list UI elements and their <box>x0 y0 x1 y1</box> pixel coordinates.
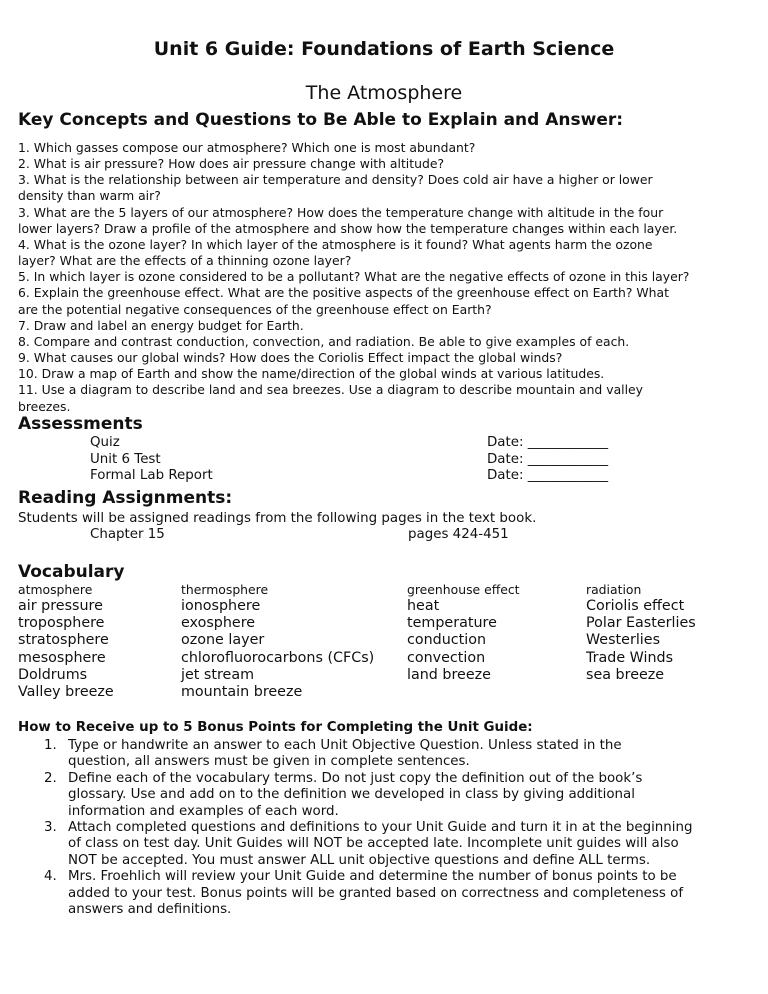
vocab-term: Polar Easterlies <box>586 615 696 632</box>
vocabulary-heading: Vocabulary <box>18 562 125 582</box>
bonus-item <box>44 869 744 918</box>
vocab-term: conduction <box>407 632 487 649</box>
question-line: 1. Which gasses compose our atmosphere? Which one is most abundant? <box>18 140 476 155</box>
vocab-term: chlorofluorocarbons (CFCs) <box>181 649 375 666</box>
question-line: 5. In which layer is ozone considered to be a pollutant? What are the negative effects of ozone in this layer? <box>18 269 690 285</box>
vocab-term: air pressure <box>18 598 103 614</box>
vocab-term: sea breeze <box>586 666 665 683</box>
bonus-item-line: answers and definitions. <box>68 902 232 918</box>
bonus-item-number: 1. <box>44 738 57 753</box>
bonus-item-line: added to your test. Bonus points will be granted based on correctness and completeness of <box>68 885 684 901</box>
assessment-date: Date: ____________ <box>487 468 609 483</box>
vocab-term: radiation <box>586 582 642 597</box>
assessment-date: Date: ____________ <box>487 435 609 450</box>
bonus-item-line: Define each of the vocabulary terms. Do not just copy the definition out of the book’s <box>68 770 643 786</box>
vocab-term: troposphere <box>18 615 105 632</box>
vocab-column-3 <box>407 582 607 684</box>
bonus-item-line: NOT be accepted. You must answer ALL unit objective questions and define ALL terms. <box>68 852 651 868</box>
bonus-item-line: of class on test day. Unit Guides will NOT be accepted late. Incomplete unit guides will also <box>68 836 679 852</box>
bonus-item-line: Type or handwrite an answer to each Unit Objective Question. Unless stated in the <box>68 738 622 753</box>
reading-heading: Reading Assignments: <box>18 488 233 508</box>
vocab-term: mountain breeze <box>181 684 303 701</box>
vocab-term: Doldrums <box>18 666 88 683</box>
assessment-name: Quiz <box>90 435 120 450</box>
vocab-column-2 <box>181 582 401 701</box>
vocab-term: ionosphere <box>181 598 261 614</box>
page-title: Unit 6 Guide: Foundations of Earth Science <box>153 38 615 60</box>
bonus-item-line: Mrs. Froehlich will review your Unit Guide and determine the number of bonus points to be <box>68 869 677 885</box>
bonus-item <box>44 820 744 869</box>
question-line: 8. Compare and contrast conduction, convection, and radiation. Be able to give examples of each. <box>18 333 630 349</box>
reading-chapter: Chapter 15 <box>90 527 165 542</box>
vocab-term: thermosphere <box>181 582 269 597</box>
vocab-term: mesosphere <box>18 649 106 666</box>
bonus-item <box>44 738 744 771</box>
question-line: 2. What is air pressure? How does air pressure change with altitude? <box>18 156 445 172</box>
assessment-row <box>90 468 610 485</box>
vocab-term: Coriolis effect <box>586 598 685 614</box>
vocab-term: convection <box>407 649 486 666</box>
vocab-term: exosphere <box>181 615 256 632</box>
question-line: 4. What is the ozone layer? In which layer of the atmosphere is it found? What agents harm the ozone <box>18 236 653 252</box>
vocab-term: atmosphere <box>18 582 93 597</box>
question-line: 3. What is the relationship between air temperature and density? Does cold air have a higher or lower <box>18 172 653 188</box>
vocab-term: jet stream <box>181 666 255 683</box>
vocab-column-4 <box>586 582 756 684</box>
question-line: layer? What are the effects of a thinning ozone layer? <box>18 253 352 269</box>
key-concepts-heading: Key Concepts and Questions to Be Able to Explain and Answer: <box>18 110 624 130</box>
vocab-term: land breeze <box>407 666 491 683</box>
assessments-heading: Assessments <box>18 414 143 434</box>
question-line: breezes. <box>18 398 71 414</box>
question-line: 7. Draw and label an energy budget for Earth. <box>18 317 304 333</box>
question-line: lower layers? Draw a profile of the atmosphere and show how the temperature changes within each layer. <box>18 220 678 236</box>
bonus-item-line: question, all answers must be given in complete sentences. <box>68 754 470 770</box>
bonus-item-number: 3. <box>44 820 57 836</box>
bonus-heading: How to Receive up to 5 Bonus Points for Completing the Unit Guide: <box>18 720 533 735</box>
assessment-name: Formal Lab Report <box>90 468 213 483</box>
assessment-row <box>90 435 610 452</box>
assessment-date: Date: ____________ <box>487 451 609 467</box>
vocab-term: greenhouse effect <box>407 582 520 597</box>
assessment-row <box>90 452 610 469</box>
assessment-name: Unit 6 Test <box>90 451 161 467</box>
question-line: density than warm air? <box>18 188 161 204</box>
bonus-item-line: Attach completed questions and definitions to your Unit Guide and turn it in at the beginning <box>68 820 693 836</box>
question-line: 3. What are the 5 layers of our atmosphere? How does the temperature change with altitude in the four <box>18 204 664 220</box>
reading-pages: pages 424-451 <box>408 527 509 542</box>
vocab-term: Westerlies <box>586 632 661 649</box>
question-line: are the potential negative consequences of the greenhouse effect on Earth? <box>18 301 492 317</box>
page-subtitle: The Atmosphere <box>305 82 463 104</box>
question-line: 6. Explain the greenhouse effect. What are the positive aspects of the greenhouse effect on Earth? What <box>18 285 669 301</box>
bonus-list <box>44 738 744 918</box>
vocab-term: heat <box>407 598 440 614</box>
bonus-item-line: glossary. Use and add on to the definition we developed in class by giving additional <box>68 787 635 803</box>
question-line: 9. What causes our global winds? How does the Coriolis Effect impact the global winds? <box>18 350 563 366</box>
question-line: 11. Use a diagram to describe land and sea breezes. Use a diagram to describe mountain and valley <box>18 382 644 398</box>
key-concepts-list <box>18 140 740 415</box>
assessments-list <box>90 435 610 485</box>
vocab-term: stratosphere <box>18 632 109 649</box>
bonus-item-number: 2. <box>44 770 57 786</box>
vocab-term: Trade Winds <box>586 649 674 666</box>
vocab-term: Valley breeze <box>18 684 114 701</box>
question-line: 10. Draw a map of Earth and show the name/direction of the global winds at various latitudes. <box>18 366 605 382</box>
bonus-item-number: 4. <box>44 869 57 885</box>
vocab-term: ozone layer <box>181 632 265 649</box>
reading-intro: Students will be assigned readings from the following pages in the text book. <box>18 511 537 526</box>
bonus-item <box>44 771 744 820</box>
bonus-item-line: information and examples of each word. <box>68 803 339 819</box>
vocab-term: temperature <box>407 615 497 632</box>
